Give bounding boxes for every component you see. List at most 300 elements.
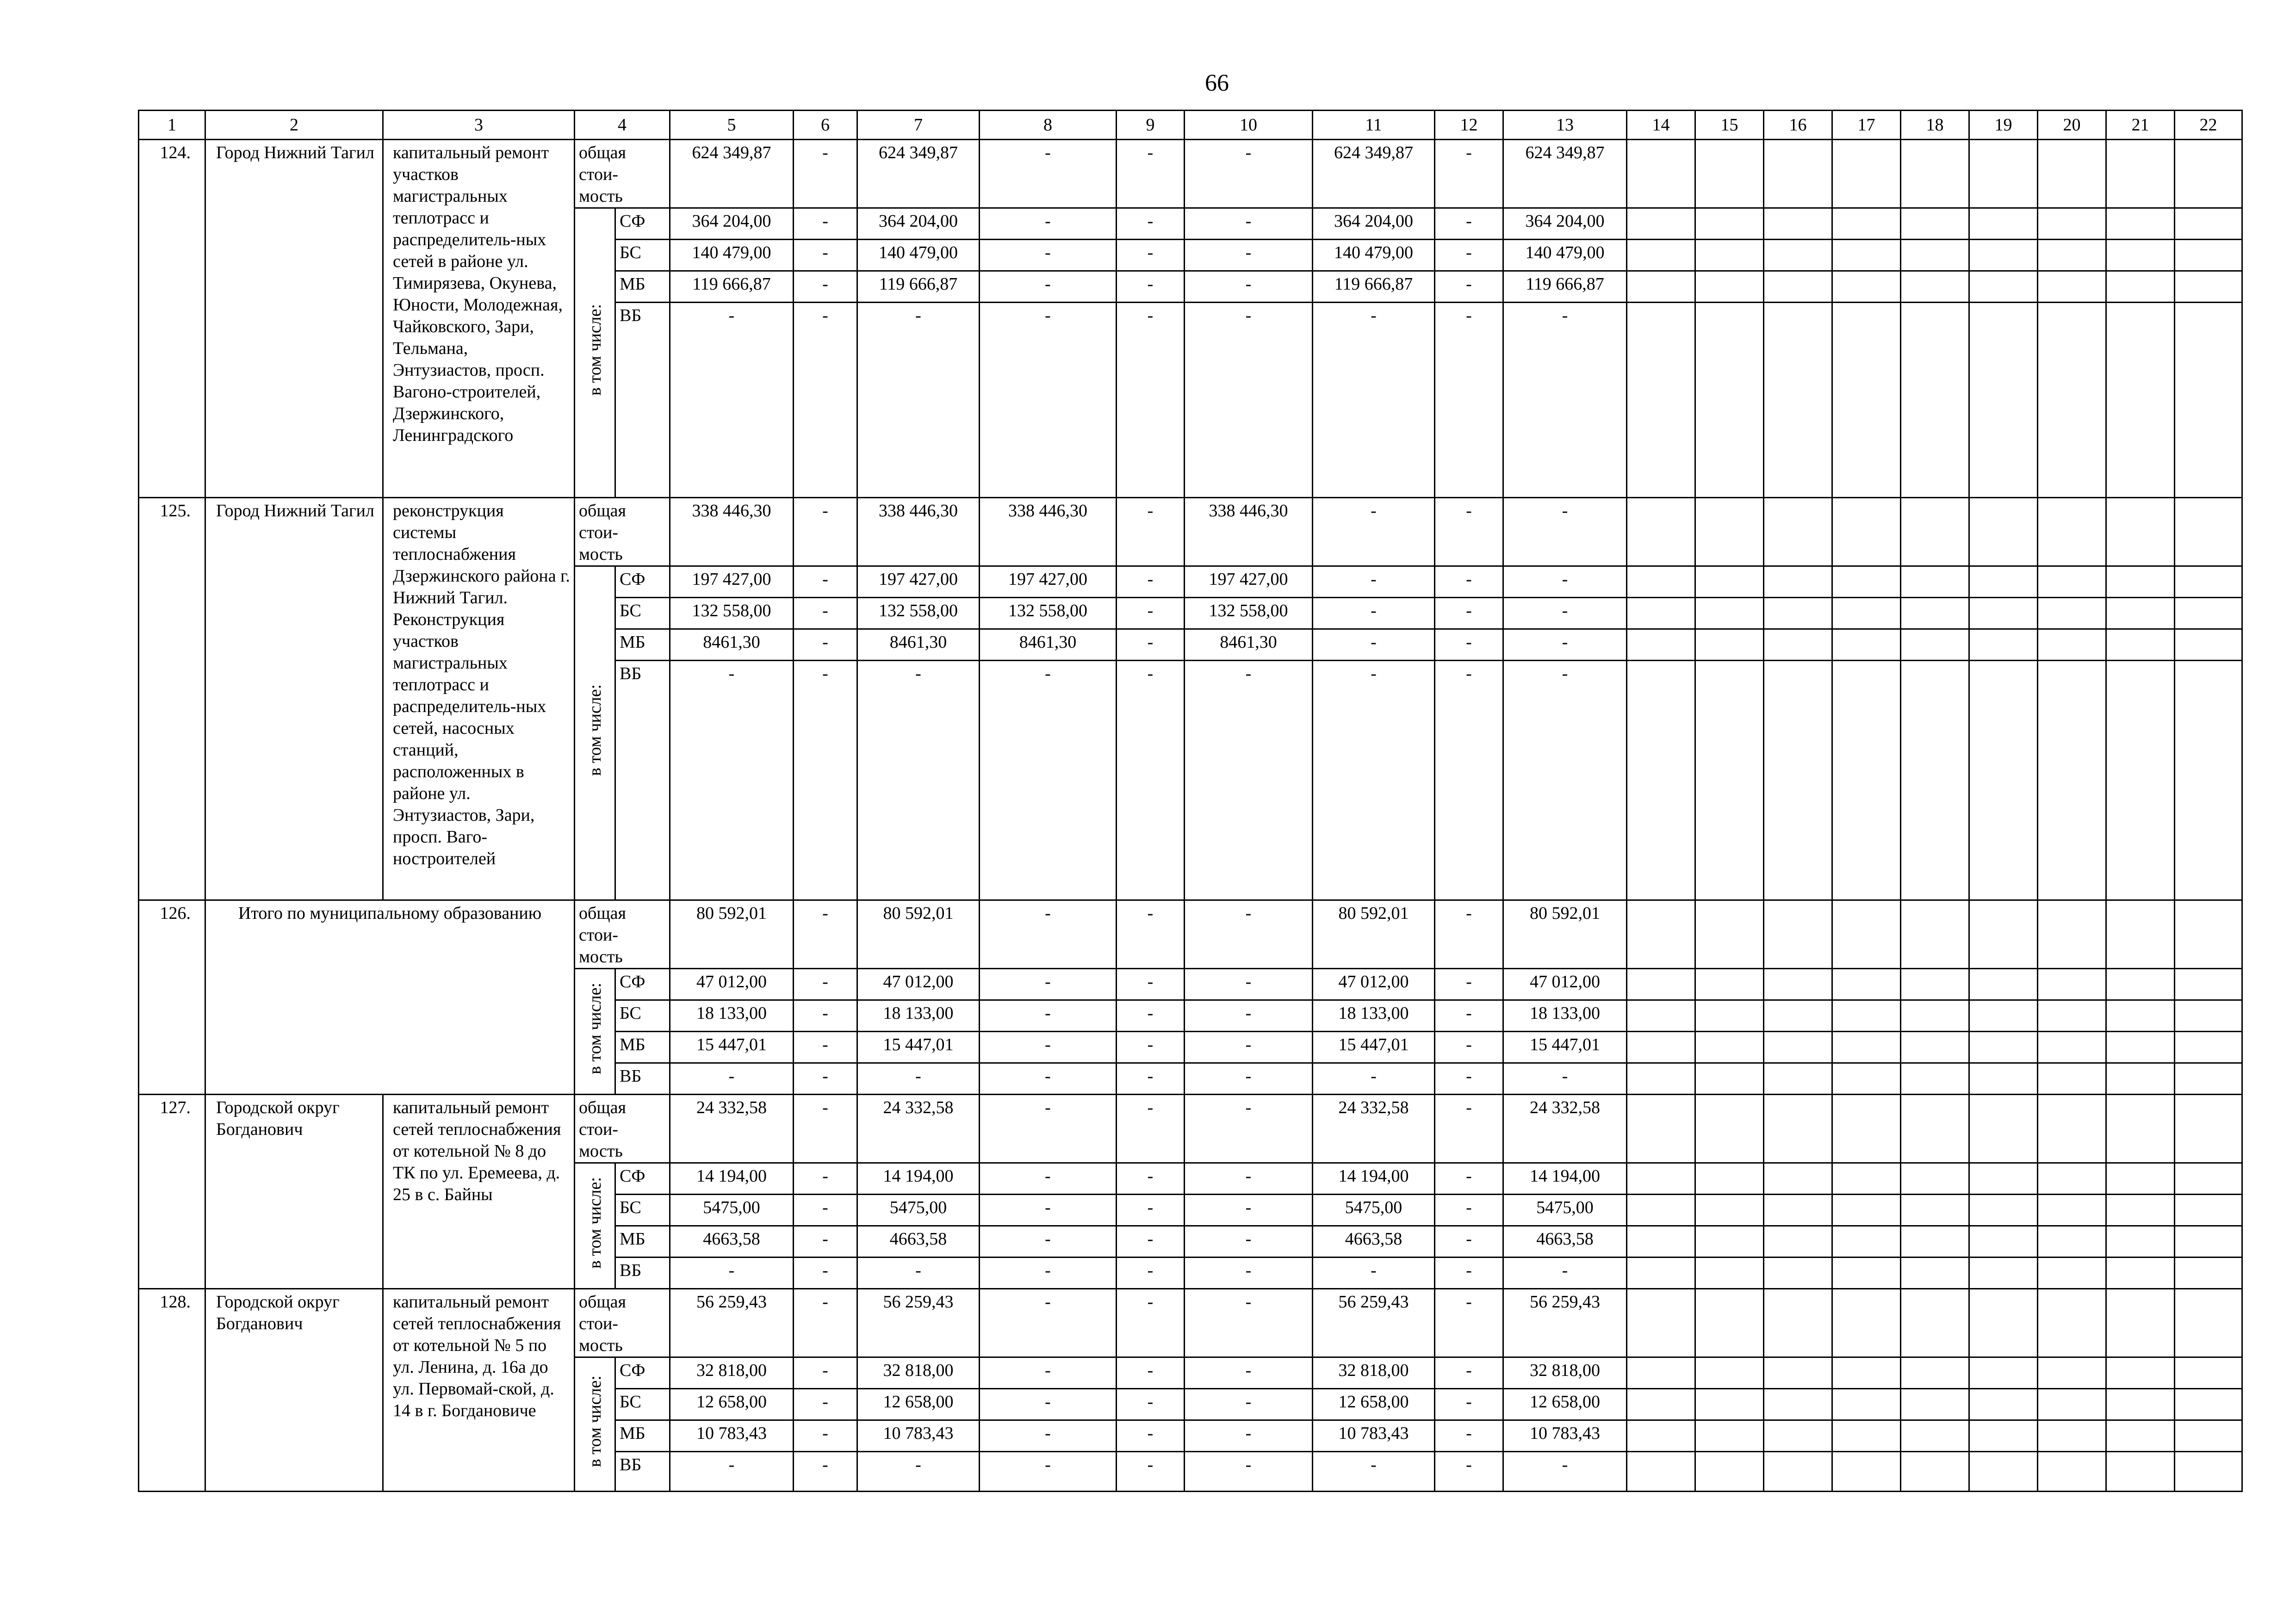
empty-cell-col-19: [1969, 1226, 2038, 1258]
column-number-16: 16: [1764, 111, 1832, 140]
empty-cell-col-21: [2106, 900, 2175, 969]
empty-cell-col-19: [1969, 1163, 2038, 1195]
including-label-cell: [575, 969, 615, 1095]
value-cell-col-8: -: [980, 1452, 1117, 1492]
value-cell-col-8: -: [980, 1357, 1117, 1389]
empty-cell-col-18: [1901, 1000, 1969, 1032]
empty-cell-col-14: [1627, 1195, 1695, 1226]
empty-cell-col-14: [1627, 900, 1695, 969]
value-cell-col-10: -: [1185, 1032, 1313, 1063]
value-cell-col-5: 15 447,01: [670, 1032, 794, 1063]
value-cell-col-13: 5475,00: [1503, 1195, 1627, 1226]
value-cell-col-12: -: [1435, 240, 1503, 271]
value-cell-col-8: -: [980, 969, 1117, 1000]
total-cost-label: общая стои-мость: [575, 498, 670, 566]
value-cell-col-5: 56 259,43: [670, 1289, 794, 1357]
value-cell-col-12: -: [1435, 1063, 1503, 1095]
value-cell-col-5: -: [670, 1452, 794, 1492]
value-cell-col-12: -: [1435, 1163, 1503, 1195]
value-cell-col-6: -: [794, 1289, 857, 1357]
value-cell-col-12: -: [1435, 140, 1503, 208]
value-cell-col-5: -: [670, 1258, 794, 1289]
empty-cell-col-22: [2175, 208, 2242, 240]
municipality-name: Город Нижний Тагил: [205, 498, 383, 900]
value-cell-col-5: 132 558,00: [670, 598, 794, 629]
row-number: 124.: [139, 140, 205, 498]
value-cell-col-7: -: [857, 303, 980, 498]
project-description: капитальный ремонт сетей теплоснабжения от котельной № 8 до ТК по ул. Еремеева, д. 25 в с. Байны: [383, 1095, 575, 1289]
empty-cell-col-22: [2175, 1420, 2242, 1452]
empty-cell-col-22: [2175, 598, 2242, 629]
value-cell-col-6: -: [794, 598, 857, 629]
value-cell-col-11: 14 194,00: [1313, 1163, 1435, 1195]
empty-cell-col-20: [2038, 208, 2106, 240]
empty-cell-col-14: [1627, 566, 1695, 598]
empty-cell-col-14: [1627, 1289, 1695, 1357]
empty-cell-col-15: [1695, 303, 1764, 498]
empty-cell-col-16: [1764, 1063, 1832, 1095]
value-cell-col-13: -: [1503, 1452, 1627, 1492]
empty-cell-col-16: [1764, 1452, 1832, 1492]
empty-cell-col-15: [1695, 566, 1764, 598]
empty-cell-col-19: [1969, 629, 2038, 661]
empty-cell-col-14: [1627, 1258, 1695, 1289]
empty-cell-col-18: [1901, 1226, 1969, 1258]
empty-cell-col-21: [2106, 1000, 2175, 1032]
empty-cell-col-22: [2175, 566, 2242, 598]
municipality-name: Город Нижний Тагил: [205, 140, 383, 498]
empty-cell-col-22: [2175, 969, 2242, 1000]
value-cell-col-12: -: [1435, 629, 1503, 661]
total-cost-label: общая стои-мость: [575, 1289, 670, 1357]
empty-cell-col-16: [1764, 1095, 1832, 1163]
value-cell-col-8: 197 427,00: [980, 566, 1117, 598]
value-cell-col-10: -: [1185, 1163, 1313, 1195]
empty-cell-col-17: [1832, 1163, 1901, 1195]
empty-cell-col-14: [1627, 271, 1695, 303]
empty-cell-col-16: [1764, 629, 1832, 661]
value-cell-col-10: -: [1185, 1258, 1313, 1289]
value-cell-col-10: -: [1185, 1195, 1313, 1226]
empty-cell-col-17: [1832, 208, 1901, 240]
empty-cell-col-16: [1764, 1420, 1832, 1452]
value-cell-col-9: -: [1117, 1258, 1185, 1289]
empty-cell-col-22: [2175, 303, 2242, 498]
value-cell-col-11: -: [1313, 1063, 1435, 1095]
empty-cell-col-14: [1627, 240, 1695, 271]
value-cell-col-7: -: [857, 1452, 980, 1492]
empty-cell-col-21: [2106, 1357, 2175, 1389]
empty-cell-col-15: [1695, 1258, 1764, 1289]
empty-cell-col-14: [1627, 1226, 1695, 1258]
table-row: [139, 1289, 2242, 1357]
value-cell-col-12: -: [1435, 1032, 1503, 1063]
value-cell-col-7: -: [857, 1063, 980, 1095]
empty-cell-col-18: [1901, 1032, 1969, 1063]
value-cell-col-6: -: [794, 1032, 857, 1063]
value-cell-col-13: 47 012,00: [1503, 969, 1627, 1000]
empty-cell-col-22: [2175, 661, 2242, 900]
empty-cell-col-20: [2038, 1032, 2106, 1063]
value-cell-col-5: 12 658,00: [670, 1389, 794, 1420]
including-label: в том числе:: [585, 684, 605, 776]
empty-cell-col-15: [1695, 208, 1764, 240]
value-cell-col-8: -: [980, 1195, 1117, 1226]
empty-cell-col-20: [2038, 498, 2106, 566]
value-cell-col-7: -: [857, 661, 980, 900]
empty-cell-col-17: [1832, 1032, 1901, 1063]
value-cell-col-6: -: [794, 566, 857, 598]
total-label: Итого по муниципальному образованию: [205, 900, 575, 1095]
value-cell-col-9: -: [1117, 1095, 1185, 1163]
value-cell-col-13: 119 666,87: [1503, 271, 1627, 303]
total-cost-label: общая стои-мость: [575, 1095, 670, 1163]
empty-cell-col-18: [1901, 1163, 1969, 1195]
empty-cell-col-14: [1627, 208, 1695, 240]
value-cell-col-12: -: [1435, 1095, 1503, 1163]
value-cell-col-8: -: [980, 208, 1117, 240]
value-cell-col-13: -: [1503, 598, 1627, 629]
value-cell-col-8: 338 446,30: [980, 498, 1117, 566]
empty-cell-col-21: [2106, 1226, 2175, 1258]
empty-cell-col-20: [2038, 1095, 2106, 1163]
value-cell-col-8: -: [980, 271, 1117, 303]
value-cell-col-5: 197 427,00: [670, 566, 794, 598]
value-cell-col-9: -: [1117, 629, 1185, 661]
empty-cell-col-17: [1832, 598, 1901, 629]
value-cell-col-5: -: [670, 661, 794, 900]
empty-cell-col-22: [2175, 1357, 2242, 1389]
empty-cell-col-18: [1901, 598, 1969, 629]
value-cell-col-12: -: [1435, 1452, 1503, 1492]
value-cell-col-7: 10 783,43: [857, 1420, 980, 1452]
empty-cell-col-16: [1764, 969, 1832, 1000]
value-cell-col-10: -: [1185, 140, 1313, 208]
value-cell-col-7: 197 427,00: [857, 566, 980, 598]
empty-cell-col-15: [1695, 1420, 1764, 1452]
empty-cell-col-19: [1969, 303, 2038, 498]
table-row: [139, 900, 2242, 969]
value-cell-col-8: -: [980, 1000, 1117, 1032]
value-cell-col-13: 24 332,58: [1503, 1095, 1627, 1163]
value-cell-col-11: 47 012,00: [1313, 969, 1435, 1000]
value-cell-col-13: -: [1503, 498, 1627, 566]
value-cell-col-6: -: [794, 303, 857, 498]
empty-cell-col-22: [2175, 1000, 2242, 1032]
including-label: в том числе:: [585, 983, 605, 1075]
empty-cell-col-18: [1901, 208, 1969, 240]
value-cell-col-5: 624 349,87: [670, 140, 794, 208]
empty-cell-col-18: [1901, 1357, 1969, 1389]
empty-cell-col-14: [1627, 303, 1695, 498]
empty-cell-col-18: [1901, 900, 1969, 969]
funding-source-label: СФ: [615, 208, 670, 240]
value-cell-col-9: -: [1117, 1357, 1185, 1389]
empty-cell-col-17: [1832, 140, 1901, 208]
value-cell-col-6: -: [794, 661, 857, 900]
funding-source-label: БС: [615, 240, 670, 271]
value-cell-col-11: 10 783,43: [1313, 1420, 1435, 1452]
column-number-11: 11: [1313, 111, 1435, 140]
value-cell-col-10: -: [1185, 661, 1313, 900]
value-cell-col-13: -: [1503, 1258, 1627, 1289]
value-cell-col-11: 15 447,01: [1313, 1032, 1435, 1063]
empty-cell-col-16: [1764, 900, 1832, 969]
empty-cell-col-22: [2175, 240, 2242, 271]
empty-cell-col-21: [2106, 208, 2175, 240]
table-row: [139, 1095, 2242, 1163]
empty-cell-col-14: [1627, 969, 1695, 1000]
value-cell-col-7: 5475,00: [857, 1195, 980, 1226]
empty-cell-col-15: [1695, 1389, 1764, 1420]
empty-cell-col-17: [1832, 1226, 1901, 1258]
empty-cell-col-15: [1695, 1289, 1764, 1357]
value-cell-col-13: 18 133,00: [1503, 1000, 1627, 1032]
value-cell-col-7: 14 194,00: [857, 1163, 980, 1195]
empty-cell-col-16: [1764, 1389, 1832, 1420]
project-description: капитальный ремонт участков магистральных теплотрасс и распределитель-ных сетей в районе ул. Тимирязева, Окунева, Юности, Молодежная, Чайковского, Зари, Тельмана, Энтузиастов, просп. Вагоно-строителей, Дзержинского, Ленинградского: [383, 140, 575, 498]
value-cell-col-5: -: [670, 1063, 794, 1095]
value-cell-col-7: 364 204,00: [857, 208, 980, 240]
value-cell-col-7: 80 592,01: [857, 900, 980, 969]
empty-cell-col-18: [1901, 1452, 1969, 1492]
including-label: в том числе:: [585, 1375, 605, 1468]
value-cell-col-11: 119 666,87: [1313, 271, 1435, 303]
value-cell-col-6: -: [794, 498, 857, 566]
value-cell-col-6: -: [794, 900, 857, 969]
value-cell-col-5: 8461,30: [670, 629, 794, 661]
empty-cell-col-21: [2106, 598, 2175, 629]
empty-cell-col-19: [1969, 1420, 2038, 1452]
value-cell-col-6: -: [794, 1226, 857, 1258]
total-cost-label: общая стои-мость: [575, 140, 670, 208]
empty-cell-col-16: [1764, 566, 1832, 598]
empty-cell-col-16: [1764, 598, 1832, 629]
column-number-6: 6: [794, 111, 857, 140]
empty-cell-col-21: [2106, 1420, 2175, 1452]
empty-cell-col-18: [1901, 1063, 1969, 1095]
value-cell-col-11: 24 332,58: [1313, 1095, 1435, 1163]
row-number: 127.: [139, 1095, 205, 1289]
column-number-21: 21: [2106, 111, 2175, 140]
value-cell-col-9: -: [1117, 1063, 1185, 1095]
value-cell-col-13: 12 658,00: [1503, 1389, 1627, 1420]
value-cell-col-5: 18 133,00: [670, 1000, 794, 1032]
project-description: капитальный ремонт сетей теплоснабжения от котельной № 5 по ул. Ленина, д. 16а до ул. Первомай-ской, д. 14 в г. Богдановиче: [383, 1289, 575, 1492]
funding-source-label: ВБ: [615, 1063, 670, 1095]
column-number-1: 1: [139, 111, 205, 140]
funding-source-label: ВБ: [615, 1452, 670, 1492]
value-cell-col-10: 8461,30: [1185, 629, 1313, 661]
value-cell-col-8: -: [980, 1389, 1117, 1420]
empty-cell-col-14: [1627, 140, 1695, 208]
value-cell-col-8: -: [980, 240, 1117, 271]
value-cell-col-7: 32 818,00: [857, 1357, 980, 1389]
value-cell-col-13: 56 259,43: [1503, 1289, 1627, 1357]
empty-cell-col-17: [1832, 1452, 1901, 1492]
empty-cell-col-19: [1969, 1452, 2038, 1492]
value-cell-col-12: -: [1435, 969, 1503, 1000]
value-cell-col-11: -: [1313, 629, 1435, 661]
empty-cell-col-21: [2106, 1095, 2175, 1163]
value-cell-col-10: -: [1185, 1357, 1313, 1389]
value-cell-col-11: 4663,58: [1313, 1226, 1435, 1258]
value-cell-col-6: -: [794, 1163, 857, 1195]
value-cell-col-13: -: [1503, 629, 1627, 661]
empty-cell-col-20: [2038, 271, 2106, 303]
empty-cell-col-15: [1695, 1195, 1764, 1226]
empty-cell-col-21: [2106, 498, 2175, 566]
empty-cell-col-15: [1695, 498, 1764, 566]
value-cell-col-9: -: [1117, 303, 1185, 498]
value-cell-col-12: -: [1435, 271, 1503, 303]
empty-cell-col-14: [1627, 1032, 1695, 1063]
empty-cell-col-15: [1695, 629, 1764, 661]
value-cell-col-11: -: [1313, 498, 1435, 566]
empty-cell-col-17: [1832, 1389, 1901, 1420]
value-cell-col-8: -: [980, 661, 1117, 900]
value-cell-col-10: -: [1185, 1452, 1313, 1492]
value-cell-col-9: -: [1117, 1452, 1185, 1492]
project-description: реконструкция системы теплоснабжения Дзержинского района г. Нижний Тагил. Реконструкция участков магистральных теплотрасс и распределитель-ных сетей, насосных станций, расположенных в районе ул. Энтузиастов, Зари, просп. Ваго-ностроителей: [383, 498, 575, 900]
value-cell-col-8: 132 558,00: [980, 598, 1117, 629]
value-cell-col-11: 18 133,00: [1313, 1000, 1435, 1032]
value-cell-col-10: -: [1185, 271, 1313, 303]
empty-cell-col-21: [2106, 271, 2175, 303]
value-cell-col-11: 32 818,00: [1313, 1357, 1435, 1389]
value-cell-col-7: 140 479,00: [857, 240, 980, 271]
page-number: 66: [1205, 70, 1229, 96]
empty-cell-col-19: [1969, 140, 2038, 208]
empty-cell-col-20: [2038, 629, 2106, 661]
column-number-14: 14: [1627, 111, 1695, 140]
column-number-7: 7: [857, 111, 980, 140]
including-label-cell: [575, 566, 615, 900]
value-cell-col-13: 80 592,01: [1503, 900, 1627, 969]
empty-cell-col-21: [2106, 1452, 2175, 1492]
empty-cell-col-15: [1695, 140, 1764, 208]
empty-cell-col-21: [2106, 303, 2175, 498]
empty-cell-col-17: [1832, 969, 1901, 1000]
value-cell-col-5: 32 818,00: [670, 1357, 794, 1389]
empty-cell-col-22: [2175, 1163, 2242, 1195]
empty-cell-col-17: [1832, 1258, 1901, 1289]
empty-cell-col-14: [1627, 1095, 1695, 1163]
value-cell-col-11: -: [1313, 303, 1435, 498]
value-cell-col-9: -: [1117, 969, 1185, 1000]
value-cell-col-6: -: [794, 629, 857, 661]
funding-source-label: ВБ: [615, 1258, 670, 1289]
value-cell-col-11: 5475,00: [1313, 1195, 1435, 1226]
column-number-9: 9: [1117, 111, 1185, 140]
column-number-2: 2: [205, 111, 383, 140]
empty-cell-col-21: [2106, 240, 2175, 271]
empty-cell-col-15: [1695, 1032, 1764, 1063]
value-cell-col-12: -: [1435, 1000, 1503, 1032]
value-cell-col-5: 119 666,87: [670, 271, 794, 303]
empty-cell-col-20: [2038, 1258, 2106, 1289]
value-cell-col-7: 47 012,00: [857, 969, 980, 1000]
empty-cell-col-17: [1832, 1095, 1901, 1163]
empty-cell-col-20: [2038, 1226, 2106, 1258]
empty-cell-col-14: [1627, 1389, 1695, 1420]
row-number: 128.: [139, 1289, 205, 1492]
value-cell-col-5: 140 479,00: [670, 240, 794, 271]
value-cell-col-8: -: [980, 1163, 1117, 1195]
empty-cell-col-17: [1832, 900, 1901, 969]
column-number-22: 22: [2175, 111, 2242, 140]
empty-cell-col-19: [1969, 1063, 2038, 1095]
empty-cell-col-21: [2106, 1389, 2175, 1420]
value-cell-col-7: 15 447,01: [857, 1032, 980, 1063]
value-cell-col-9: -: [1117, 1000, 1185, 1032]
empty-cell-col-17: [1832, 629, 1901, 661]
empty-cell-col-22: [2175, 1095, 2242, 1163]
value-cell-col-5: 364 204,00: [670, 208, 794, 240]
empty-cell-col-17: [1832, 271, 1901, 303]
funding-source-label: БС: [615, 1389, 670, 1420]
empty-cell-col-19: [1969, 1389, 2038, 1420]
empty-cell-col-15: [1695, 1063, 1764, 1095]
value-cell-col-10: -: [1185, 900, 1313, 969]
empty-cell-col-22: [2175, 1389, 2242, 1420]
value-cell-col-13: 15 447,01: [1503, 1032, 1627, 1063]
value-cell-col-12: -: [1435, 1420, 1503, 1452]
value-cell-col-9: -: [1117, 900, 1185, 969]
value-cell-col-10: -: [1185, 1420, 1313, 1452]
empty-cell-col-20: [2038, 1420, 2106, 1452]
empty-cell-col-19: [1969, 271, 2038, 303]
value-cell-col-9: -: [1117, 661, 1185, 900]
empty-cell-col-21: [2106, 566, 2175, 598]
column-number-10: 10: [1185, 111, 1313, 140]
table-row: [139, 140, 2242, 208]
value-cell-col-9: -: [1117, 1289, 1185, 1357]
value-cell-col-10: -: [1185, 303, 1313, 498]
value-cell-col-13: 140 479,00: [1503, 240, 1627, 271]
empty-cell-col-18: [1901, 1420, 1969, 1452]
empty-cell-col-16: [1764, 1000, 1832, 1032]
empty-cell-col-15: [1695, 1000, 1764, 1032]
empty-cell-col-19: [1969, 969, 2038, 1000]
empty-cell-col-16: [1764, 1289, 1832, 1357]
empty-cell-col-19: [1969, 498, 2038, 566]
value-cell-col-7: 132 558,00: [857, 598, 980, 629]
empty-cell-col-18: [1901, 1195, 1969, 1226]
value-cell-col-6: -: [794, 1063, 857, 1095]
empty-cell-col-16: [1764, 1258, 1832, 1289]
empty-cell-col-19: [1969, 1095, 2038, 1163]
empty-cell-col-17: [1832, 498, 1901, 566]
value-cell-col-6: -: [794, 1452, 857, 1492]
column-number-17: 17: [1832, 111, 1901, 140]
value-cell-col-12: -: [1435, 661, 1503, 900]
empty-cell-col-21: [2106, 1032, 2175, 1063]
empty-cell-col-14: [1627, 498, 1695, 566]
value-cell-col-7: 24 332,58: [857, 1095, 980, 1163]
empty-cell-col-14: [1627, 629, 1695, 661]
value-cell-col-8: -: [980, 1420, 1117, 1452]
empty-cell-col-17: [1832, 661, 1901, 900]
empty-cell-col-19: [1969, 1289, 2038, 1357]
value-cell-col-8: -: [980, 1032, 1117, 1063]
value-cell-col-13: 4663,58: [1503, 1226, 1627, 1258]
empty-cell-col-21: [2106, 1195, 2175, 1226]
empty-cell-col-15: [1695, 661, 1764, 900]
value-cell-col-9: -: [1117, 271, 1185, 303]
value-cell-col-10: -: [1185, 1389, 1313, 1420]
empty-cell-col-14: [1627, 598, 1695, 629]
